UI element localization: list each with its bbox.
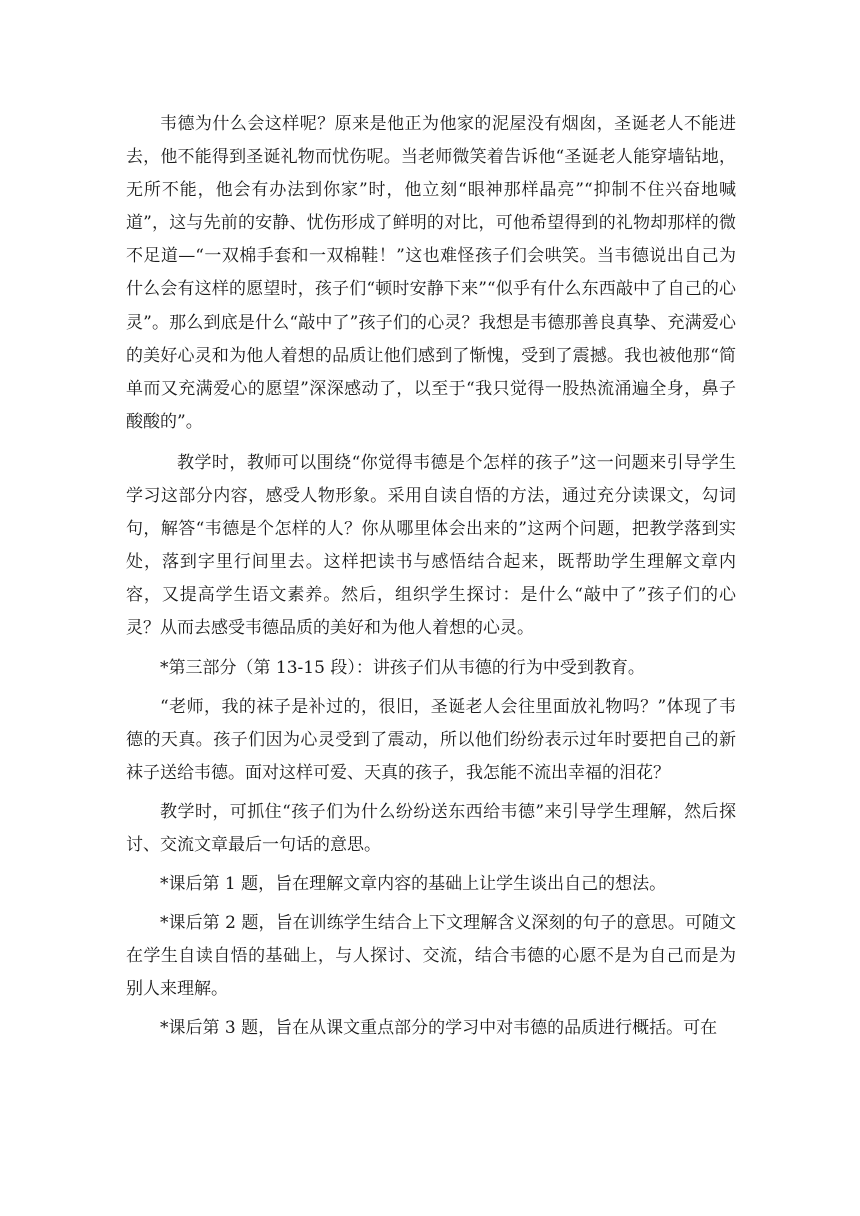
paragraph-wade-analysis: 韦德为什么会这样呢？原来是他正为他家的泥屋没有烟囱，圣诞老人不能进去，他不能得到圣诞礼物而忧伤呢。当老师微笑着告诉他“圣诞老人能穿墙钻地，无所不能，他会有办法到你家”时，他立刻“眼神那样晶亮”“抑制不住兴奋地喊道”，这与先前的安静、忧伤形成了鲜明的对比，可他希望得到的礼物却那样的微不足道—“一双棉手套和一双棉鞋！”这也难怪孩子们会哄笑。当韦德说出自己为什么会有这样的愿望时，孩子们“顿时安静下来”“似乎有什么东西敲中了自己的心灵”。那么到底是什么“敲中了”孩子们的心灵？我想是韦德那善良真挚、充满爱心的美好心灵和为他人着想的品质让他们感到了惭愧，受到了震撼。我也被他那“简单而又充满爱心的愿望”深深感动了，以至于“我只觉得一股热流涌遍全身，鼻子酸酸的”。 (126, 114, 736, 432)
paragraph-part-three-heading: *第三部分（第 13-15 段）：讲孩子们从韦德的行为中受到教育。 (160, 657, 645, 678)
paragraph-exercise-3: *课后第 3 题，旨在从课文重点部分的学习中对韦德的品质进行概括。可在 (160, 1018, 718, 1039)
paragraph-socks-quote: “老师，我的袜子是补过的，很旧，圣诞老人会往里面放礼物吗？”体现了韦德的天真。孩子们因为心灵受到了震动，所以他们纷纷表示过年时要把自己的新袜子送给韦德。面对这样可爱、天真的孩子，我怎能不流出幸福的泪花？ (126, 696, 736, 783)
paragraph-teaching-tip: 教学时，可抓住“孩子们为什么纷纷送东西给韦德”来引导学生理解，然后探讨、交流文章最后一句话的意思。 (126, 801, 736, 855)
paragraph-teaching-method: 教学时，教师可以围绕“你觉得韦德是个怎样的孩子”这一问题来引导学生学习这部分内容，感受人物形象。采用自读自悟的方法，通过充分读课文，勾词句，解答“韦德是个怎样的人？你从哪里体会出来的”这两个问题，把教学落到实处，落到字里行间里去。这样把读书与感悟结合起来，既帮助学生理解文章内容，又提高学生语文素养。然后，组织学生探讨：是什么“敲中了”孩子们的心灵？从而去感受韦德品质的美好和为他人着想的心灵。 (126, 452, 736, 639)
document-body (126, 108, 736, 1046)
paragraph-exercise-2: *课后第 2 题，旨在训练学生结合上下文理解含义深刻的句子的意思。可随文在学生自读自悟的基础上，与人探讨、交流，结合韦德的心愿不是为自己而是为别人来理解。 (126, 913, 736, 1000)
paragraph-exercise-1: *课后第 1 题，旨在理解文章内容的基础上让学生谈出自己的想法。 (160, 874, 667, 895)
